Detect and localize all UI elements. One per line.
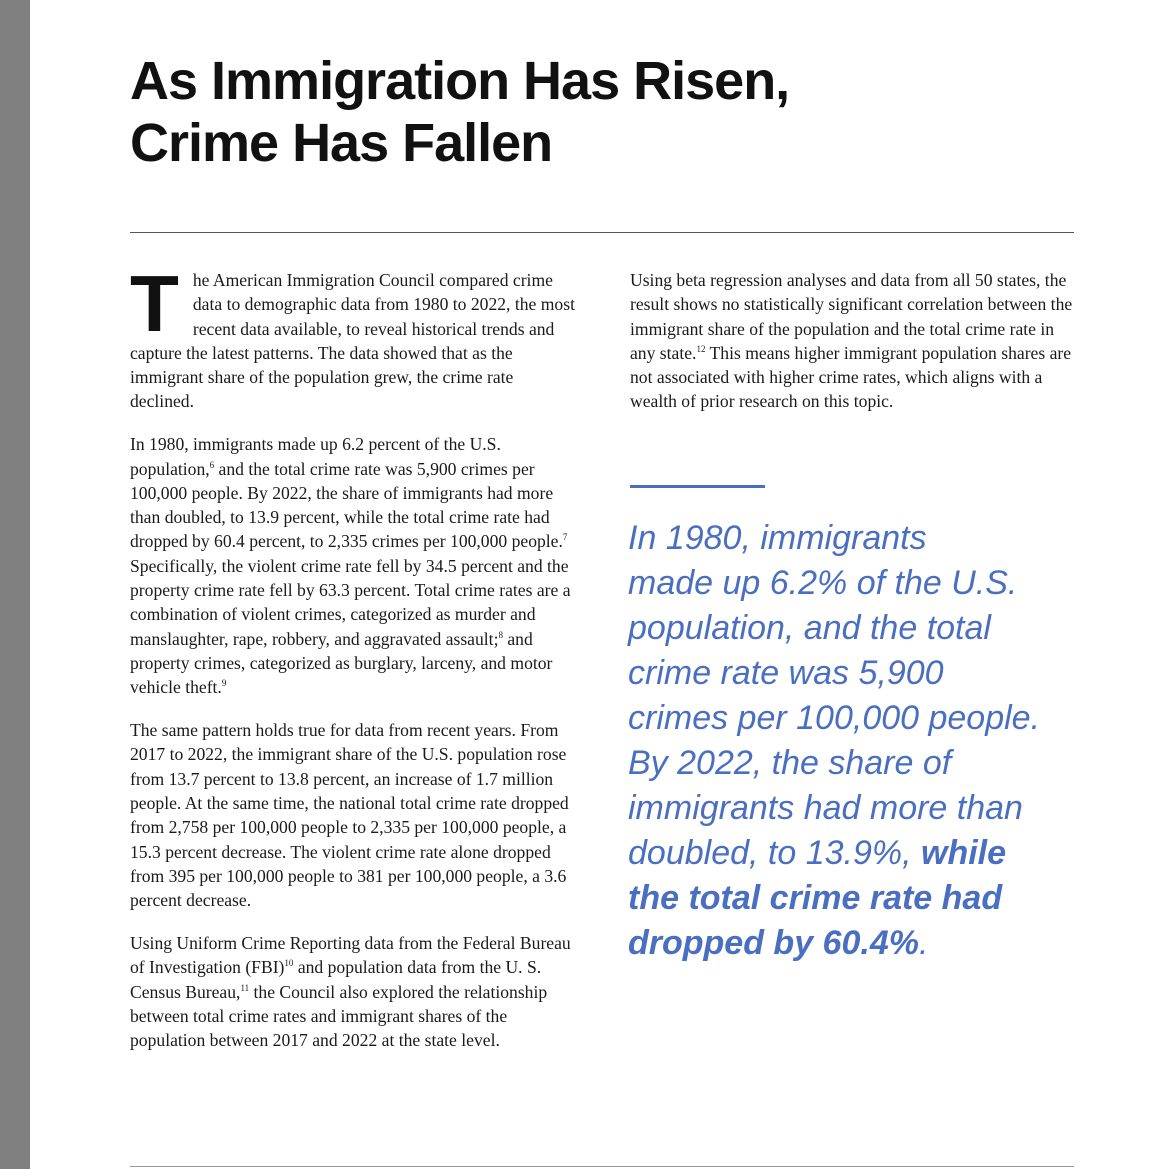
text-segment: Using beta regression analyses and data from all 50 states, the result shows no statistically significant correlation between the immigrant share of the population and the total crime rate in any state. bbox=[630, 270, 1073, 363]
pullquote-emphasis: dropped by 60.4% bbox=[628, 924, 919, 962]
paragraph-1980-comparison bbox=[130, 432, 575, 699]
pullquote-accent-rule bbox=[630, 485, 765, 488]
pullquote-text: doubled, to 13.9%, bbox=[628, 834, 922, 872]
pullquote-line bbox=[628, 876, 1074, 921]
footnote-9[interactable]: 9 bbox=[221, 678, 227, 689]
paragraph-recent-years: The same pattern holds true for data from recent years. From 2017 to 2022, the immigrant share of the U.S. population rose from 13.7 percent to 13.8 percent, an increase of 1.7 million people. At the same time, the national total crime rate dropped from 2,758 per 100,000 people to 2,335 per 100,000 people, a 15.3 percent decrease. The violent crime rate alone dropped from 395 per 100,000 people to 381 per 100,000 people, a 3.6 percent decrease. bbox=[130, 720, 569, 911]
footnote-10[interactable]: 10 bbox=[284, 958, 294, 969]
footer-divider bbox=[130, 1166, 1074, 1167]
pull-quote bbox=[628, 516, 1074, 966]
pullquote-line: made up 6.2% of the U.S. bbox=[628, 564, 1018, 602]
pullquote-emphasis: while bbox=[921, 834, 1007, 872]
text-segment: and population data from the U. S. Census Bureau, bbox=[130, 957, 542, 1002]
pullquote-line: crimes per 100,000 people. bbox=[628, 699, 1041, 737]
title-line-2: Crime Has Fallen bbox=[130, 113, 553, 173]
right-column bbox=[630, 268, 1074, 432]
drop-cap: T bbox=[130, 259, 179, 348]
text-segment: the Council also explored the relationship between total crime rates and immigrant shares of the population between 2017 and 2022 at the state level. bbox=[130, 981, 548, 1051]
left-column bbox=[130, 259, 575, 1071]
pullquote-line: By 2022, the share of bbox=[628, 744, 952, 782]
text-segment: Specifically, the violent crime rate fell by 34.5 percent and the property crime rate fell by 63.3 percent. Total crime rates are a combination of violent crimes, categorized as murder and manslaughter, rape, robbery, and aggravated assault; bbox=[130, 555, 571, 649]
text-segment: and property crimes, categorized as burglary, larceny, and motor vehicle theft. bbox=[130, 628, 553, 698]
pullquote-line: In 1980, immigrants bbox=[628, 519, 927, 557]
intro-text: he American Immigration Council compared crime data to demographic data from 1980 to 2022, the most recent data available, to reveal historical trends and capture the latest patterns. The data showed that as the immigrant share of the population grew, the crime rate declined. bbox=[130, 270, 575, 412]
pullquote-emphasis: the total crime rate had bbox=[628, 879, 1003, 917]
pullquote-line: immigrants had more than bbox=[628, 789, 1023, 827]
text-segment: This means higher immigrant population shares are not associated with higher crime rates, which aligns with a wealth of prior research on this topic. bbox=[630, 342, 1072, 412]
pullquote-line bbox=[628, 831, 1074, 876]
page-title bbox=[130, 50, 789, 174]
footnote-12[interactable]: 12 bbox=[696, 343, 706, 354]
footnote-6[interactable]: 6 bbox=[209, 459, 215, 470]
paragraph-methodology bbox=[130, 931, 575, 1052]
footnote-7[interactable]: 7 bbox=[562, 532, 568, 543]
pullquote-text: . bbox=[918, 924, 929, 962]
pullquote-line bbox=[628, 921, 1074, 966]
pullquote-line: population, and the total bbox=[628, 609, 991, 647]
title-divider bbox=[130, 232, 1074, 233]
page-gutter-bar bbox=[0, 0, 30, 1169]
text-segment: Using Uniform Crime Reporting data from the Federal Bureau of Investigation (FBI) bbox=[130, 932, 571, 978]
title-line-1: As Immigration Has Risen, bbox=[130, 51, 790, 111]
footnote-11[interactable]: 11 bbox=[240, 982, 250, 993]
text-segment: and the total crime rate was 5,900 crimes per 100,000 people. By 2022, the share of immigrants had more than doubled, to 13.9 percent, while the total crime rate had dropped by 60.4 percent, to 2,335 crimes per 100,000 people. bbox=[130, 458, 563, 552]
pullquote-line: crime rate was 5,900 bbox=[628, 654, 944, 692]
paragraph-intro bbox=[130, 259, 575, 414]
footnote-8[interactable]: 8 bbox=[498, 629, 503, 640]
paragraph-regression bbox=[630, 268, 1074, 414]
text-segment: In 1980, immigrants made up 6.2 percent of the U.S. population, bbox=[130, 434, 501, 479]
